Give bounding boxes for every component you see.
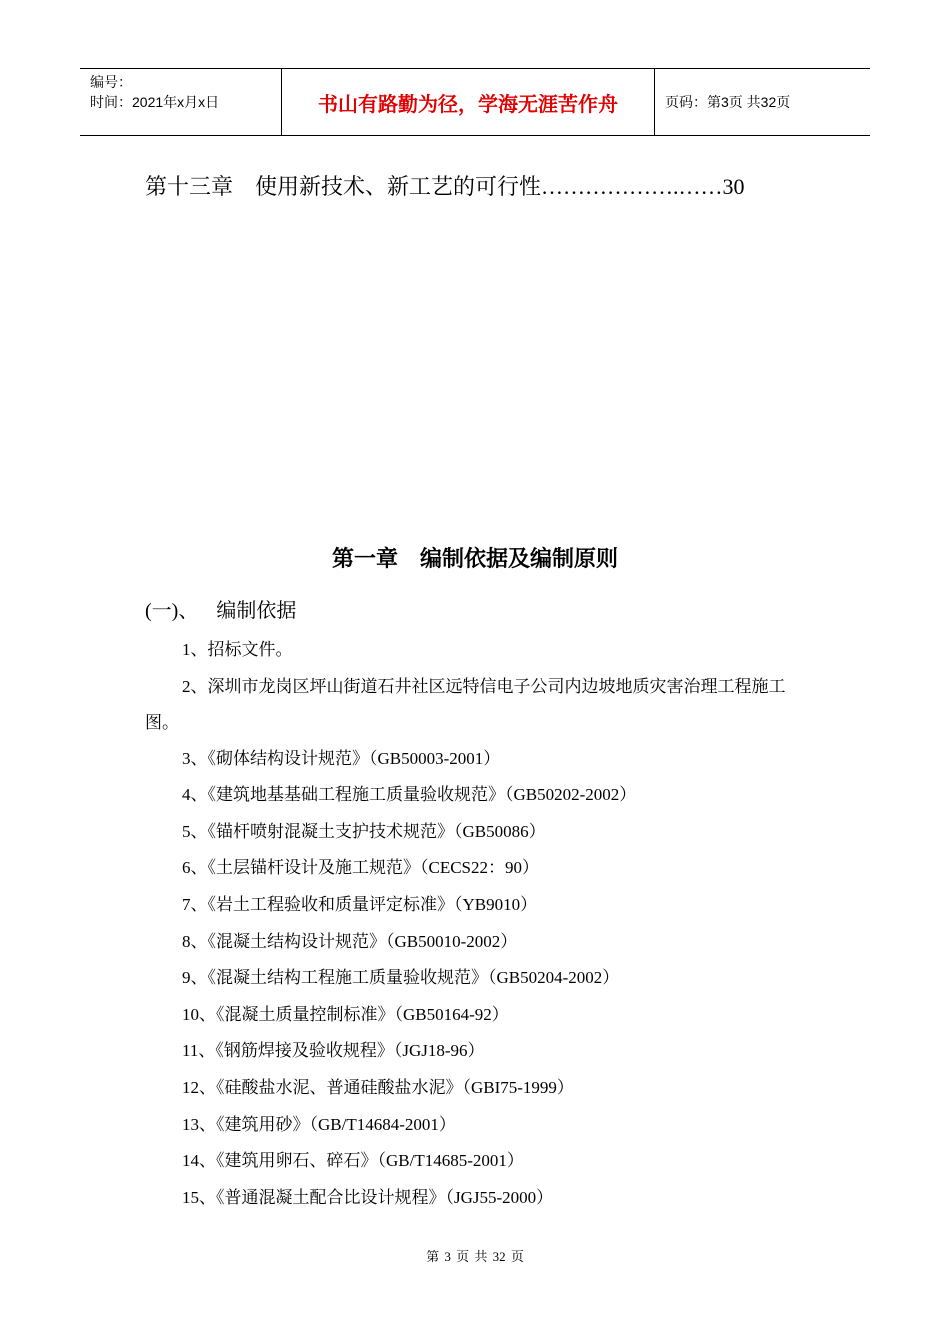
list-item: 10、《混凝土质量控制标准》（GB50164-92） [182,1004,509,1024]
basis-list [145,632,810,1216]
document-date: 时间：2021年x月x日 [90,94,220,110]
page-header [80,68,870,136]
list-item: 7、《岩土工程验收和质量评定标准》（YB9010） [182,894,538,914]
list-item: 2、深圳市龙岗区坪山街道石井社区远特信电子公司内边坡地质灾害治理工程施工图。 [145,676,786,732]
header-meta [80,69,282,135]
section-number: (一)、 [145,600,199,622]
header-page-info: 页码：第3页 共32页 [665,94,791,110]
section-heading [145,594,296,623]
list-item: 12、《硅酸盐水泥、普通硅酸盐水泥》（GBI75-1999） [182,1077,574,1097]
toc-entry-chapter-13: 第十三章 使用新技术、新工艺的可行性……………….……30 [145,174,745,199]
document-number-label: 编号： [90,74,132,90]
list-item: 4、《建筑地基基础工程施工质量验收规范》（GB50202-2002） [182,785,637,805]
page-footer: 第 3 页 共 32 页 [426,1249,524,1264]
list-item: 1、招标文件。 [182,640,293,659]
list-item: 14、《建筑用卵石、碎石》（GB/T14685-2001） [182,1151,524,1171]
list-item: 5、《锚杆喷射混凝土支护技术规范》（GB50086） [182,821,546,841]
list-item: 6、《土层锚杆设计及施工规范》（CECS22：90） [182,858,540,878]
list-item: 15、《普通混凝土配合比设计规程》（JGJ55-2000） [182,1187,554,1207]
list-item: 8、《混凝土结构设计规范》（GB50010-2002） [182,931,518,951]
section-title: 编制依据 [216,600,297,622]
list-item: 3、《砌体结构设计规范》（GB50003-2001） [182,748,501,768]
list-item: 13、《建筑用砂》（GB/T14684-2001） [182,1114,456,1134]
chapter-title: 第一章 编制依据及编制原则 [331,547,618,572]
header-motto: 书山有路勤为径，学海无涯苦作舟 [282,69,655,135]
list-item: 11、《钢筋焊接及验收规程》（JGJ18-96） [182,1041,485,1061]
list-item: 9、《混凝土结构工程施工质量验收规范》（GB50204-2002） [182,968,620,988]
